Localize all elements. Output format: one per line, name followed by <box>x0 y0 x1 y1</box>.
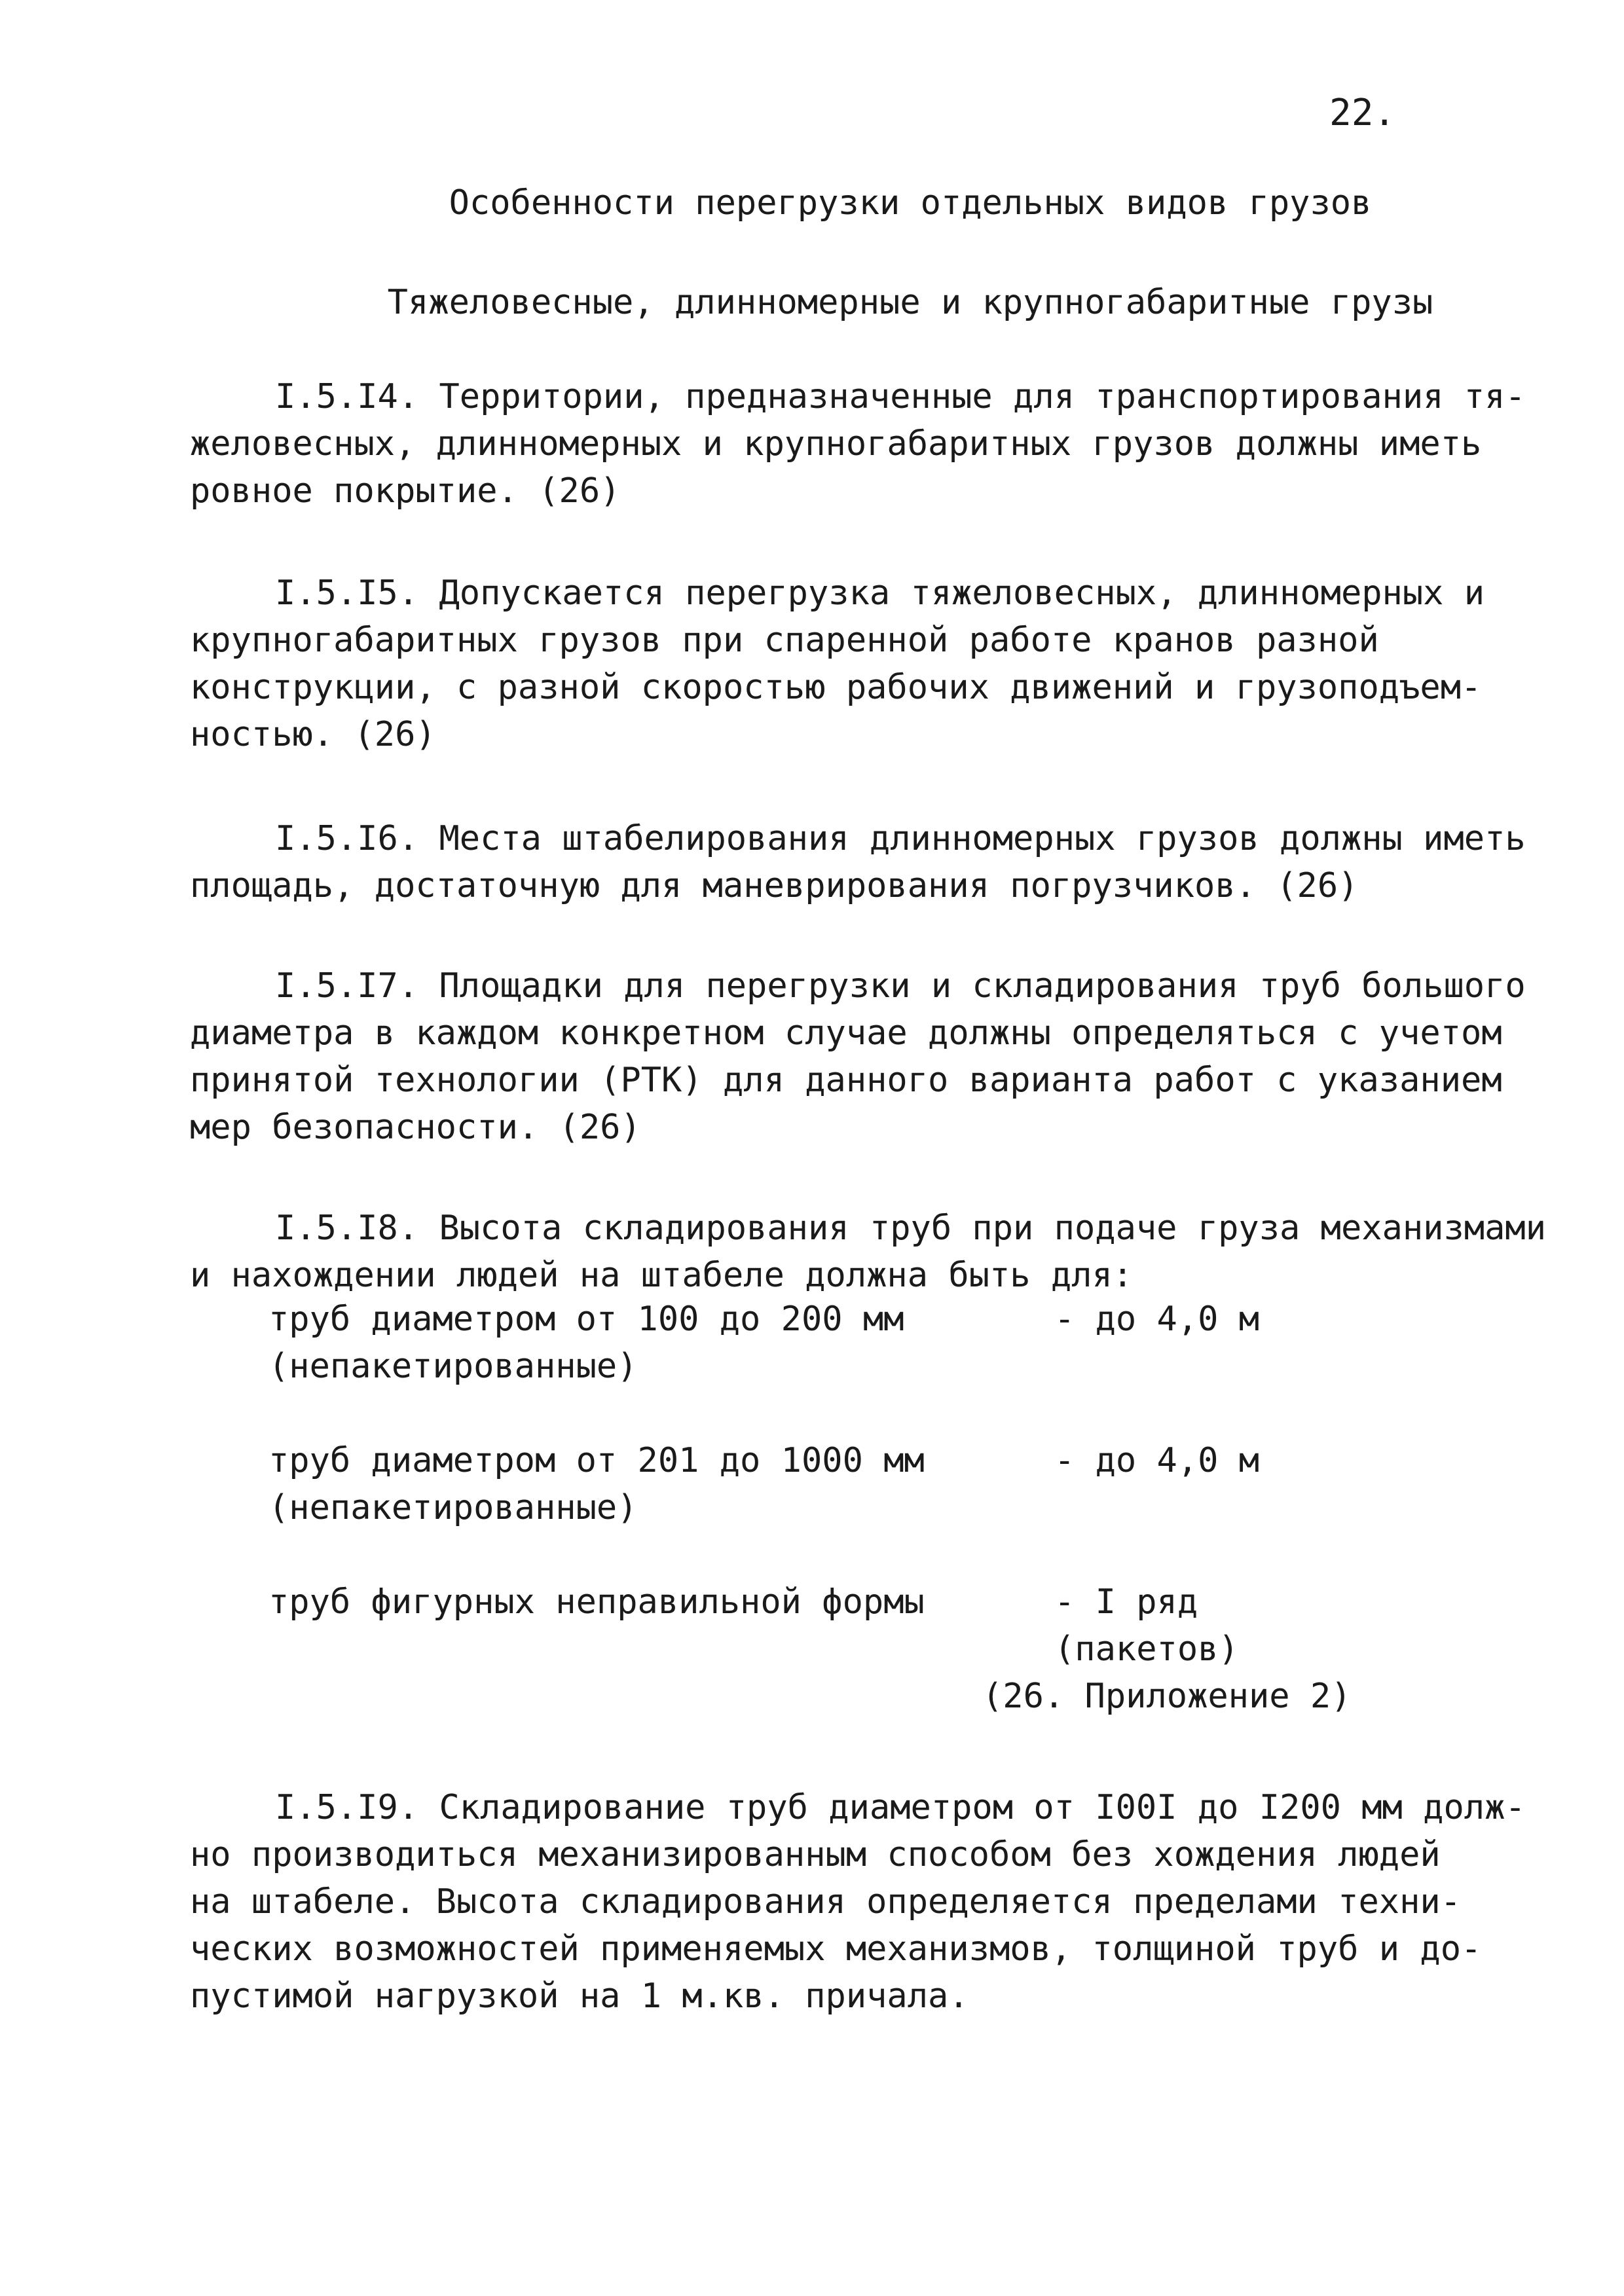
table-row <box>268 1488 1382 1535</box>
paragraph-line: пустимой нагрузкой на 1 м.кв. причала. <box>190 1977 969 2016</box>
paragraph-line: крупногабаритных грузов при спаренной работе кранов разной <box>190 621 1379 660</box>
paragraph-line: ческих возможностей применяемых механизмов, толщиной труб и до- <box>190 1929 1482 1969</box>
paragraph-1-5-17 <box>190 962 1539 1151</box>
paragraph-line: диаметра в каждом конкретном случае должны определяться с учетом <box>190 1013 1502 1053</box>
table-row <box>268 1630 1382 1677</box>
paragraph-1-5-14 <box>190 373 1539 515</box>
table-reference: (26. Приложение 2) <box>982 1677 1352 1716</box>
table-note: (непакетированные) <box>268 1488 638 1527</box>
table-row <box>268 1441 1382 1488</box>
paragraph-line: и нахождении людей на штабеле должна быть для: <box>190 1256 1134 1295</box>
paragraph-line: желовесных, длинномерных и крупногабаритных грузов должны иметь <box>190 424 1482 464</box>
table-value: (пакетов) <box>1054 1630 1239 1669</box>
paragraph-1-5-19 <box>190 1784 1539 2020</box>
paragraph-1-5-18 <box>190 1205 1547 1299</box>
paragraph-line: на штабеле. Высота складирования определяется пределами техни- <box>190 1882 1462 1922</box>
table-spacer <box>268 1394 1382 1441</box>
table-note: (непакетированные) <box>268 1347 638 1386</box>
paragraph-line: принятой технологии (РТК) для данного варианта работ с указанием <box>190 1061 1502 1100</box>
table-spacer <box>268 1535 1382 1582</box>
table-item: труб диаметром от 100 до 200 мм <box>268 1300 904 1339</box>
table-value: - до 4,0 м <box>1054 1300 1260 1339</box>
paragraph-line: площадь, достаточную для маневрирования погрузчиков. (26) <box>190 866 1359 905</box>
table-item: труб фигурных неправильной формы <box>268 1582 925 1622</box>
section-heading: Особенности перегрузки отдельных видов грузов <box>449 183 1372 223</box>
table-row <box>268 1582 1382 1630</box>
paragraph-line: I.5.I6. Места штабелирования длинномерных грузов должны иметь <box>275 819 1526 858</box>
paragraph-line: I.5.I4. Территории, предназначенные для транспортирования тя- <box>275 377 1526 416</box>
stacking-height-table <box>268 1300 1382 1724</box>
paragraph-line: I.5.I8. Высота складирования труб при подаче груза механизмами <box>275 1209 1547 1248</box>
table-row <box>268 1300 1382 1347</box>
table-item: труб диаметром от 201 до 1000 мм <box>268 1441 925 1480</box>
paragraph-line: мер безопасности. (26) <box>190 1108 641 1147</box>
page-number: 22. <box>1329 92 1396 134</box>
table-value: - I ряд <box>1054 1582 1198 1622</box>
table-value: - до 4,0 м <box>1054 1441 1260 1480</box>
subsection-heading: Тяжеловесные, длинномерные и крупногабаритные грузы <box>387 283 1433 322</box>
paragraph-line: I.5.I9. Складирование труб диаметром от I00I до I200 мм долж- <box>275 1788 1526 1827</box>
paragraph-line: конструкции, с разной скоростью рабочих движений и грузоподъем- <box>190 668 1482 707</box>
paragraph-1-5-16 <box>190 815 1539 909</box>
table-row <box>268 1347 1382 1394</box>
paragraph-1-5-15 <box>190 570 1539 758</box>
table-row <box>268 1677 1382 1724</box>
paragraph-line: I.5.I7. Площадки для перегрузки и складирования труб большого <box>275 966 1526 1006</box>
paragraph-line: ровное покрытие. (26) <box>190 471 621 511</box>
paragraph-line: но производиться механизированным способом без хождения людей <box>190 1835 1441 1874</box>
paragraph-line: ностью. (26) <box>190 715 436 754</box>
paragraph-line: I.5.I5. Допускается перегрузка тяжеловесных, длинномерных и <box>275 574 1485 613</box>
